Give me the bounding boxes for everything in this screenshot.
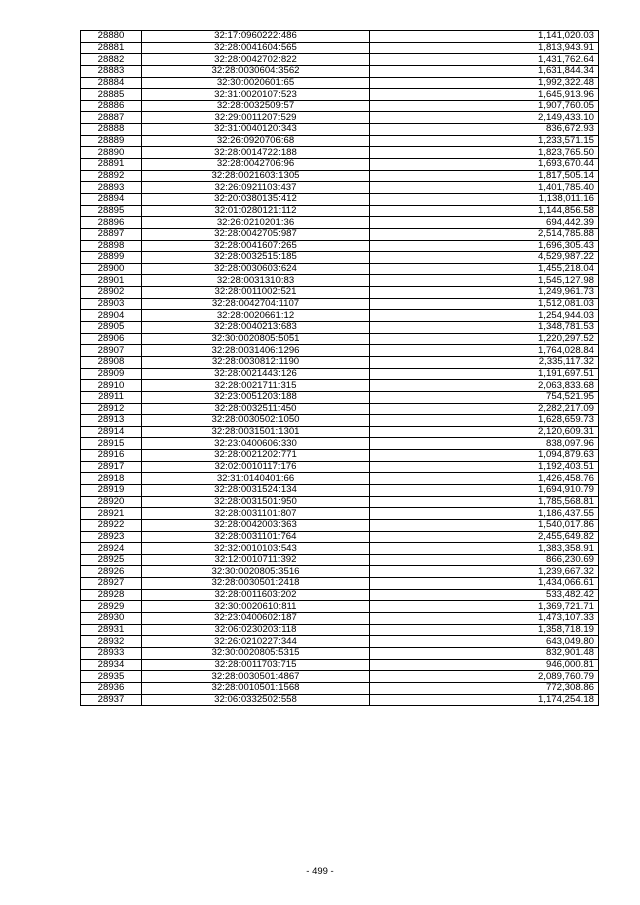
cadastral-number-cell: 32:26:0210201:36 [142,217,370,229]
table-row [81,275,599,287]
table-row [81,554,599,566]
table-row [81,694,599,706]
cadastral-number-cell: 32:28:0021711:315 [142,380,370,392]
row-number-cell: 28906 [81,333,142,345]
value-cell: 1,192,403.51 [370,461,599,473]
cadastral-number-cell: 32:20:0380135:412 [142,193,370,205]
value-cell: 946,000.81 [370,659,599,671]
row-number-cell: 28883 [81,65,142,77]
cadastral-number-cell: 32:28:0042704:1107 [142,298,370,310]
table-row [81,159,599,171]
row-number-cell: 28904 [81,310,142,322]
cadastral-number-cell: 32:28:0031101:807 [142,508,370,520]
value-cell: 1,992,322.48 [370,77,599,89]
value-cell: 1,094,879.63 [370,450,599,462]
cadastral-number-cell: 32:28:0021443:126 [142,368,370,380]
row-number-cell: 28917 [81,461,142,473]
row-number-cell: 28894 [81,193,142,205]
row-number-cell: 28909 [81,368,142,380]
table-row [81,415,599,427]
cadastral-value-table [80,30,599,706]
table-row [81,287,599,299]
row-number-cell: 28930 [81,613,142,625]
value-cell: 1,141,020.03 [370,31,599,43]
row-number-cell: 28919 [81,484,142,496]
table-row [81,636,599,648]
value-cell: 754,521.95 [370,391,599,403]
table-row [81,380,599,392]
cadastral-number-cell: 32:23:0400602:187 [142,613,370,625]
row-number-cell: 28880 [81,31,142,43]
table-row [81,322,599,334]
table-row [81,124,599,136]
row-number-cell: 28920 [81,496,142,508]
value-cell: 1,817,505.14 [370,170,599,182]
cadastral-number-cell: 32:02:0010117:176 [142,461,370,473]
cadastral-number-cell: 32:26:0210227:344 [142,636,370,648]
cadastral-number-cell: 32:26:0921103:437 [142,182,370,194]
cadastral-number-cell: 32:31:0040120:343 [142,124,370,136]
row-number-cell: 28886 [81,100,142,112]
value-cell: 1,693,670.44 [370,159,599,171]
row-number-cell: 28912 [81,403,142,415]
table-row [81,671,599,683]
value-cell: 533,482.42 [370,589,599,601]
value-cell: 2,455,649.82 [370,531,599,543]
row-number-cell: 28895 [81,205,142,217]
cadastral-number-cell: 32:17:0960222:486 [142,31,370,43]
value-cell: 866,230.69 [370,554,599,566]
table-row [81,601,599,613]
table-row [81,531,599,543]
value-cell: 838,097.96 [370,438,599,450]
row-number-cell: 28936 [81,682,142,694]
row-number-cell: 28893 [81,182,142,194]
table-row [81,647,599,659]
value-cell: 1,186,437.55 [370,508,599,520]
row-number-cell: 28902 [81,287,142,299]
value-cell: 2,335,117.32 [370,356,599,368]
row-number-cell: 28925 [81,554,142,566]
table-row [81,240,599,252]
table-row [81,193,599,205]
value-cell: 1,628,659.73 [370,415,599,427]
table-row [81,333,599,345]
cadastral-number-cell: 32:26:0920706:68 [142,135,370,147]
cadastral-number-cell: 32:23:0400606:330 [142,438,370,450]
value-cell: 1,631,844.34 [370,65,599,77]
row-number-cell: 28910 [81,380,142,392]
cadastral-number-cell: 32:28:0030603:624 [142,263,370,275]
cadastral-number-cell: 32:06:0332502:558 [142,694,370,706]
row-number-cell: 28924 [81,543,142,555]
cadastral-number-cell: 32:28:0030604:3562 [142,65,370,77]
row-number-cell: 28927 [81,578,142,590]
value-cell: 1,907,760.05 [370,100,599,112]
row-number-cell: 28889 [81,135,142,147]
value-cell: 1,233,571.15 [370,135,599,147]
value-cell: 2,120,609.31 [370,426,599,438]
value-cell: 1,369,721.71 [370,601,599,613]
table-row [81,682,599,694]
cadastral-number-cell: 32:28:0011002:521 [142,287,370,299]
table-row [81,135,599,147]
cadastral-number-cell: 32:28:0030501:2418 [142,578,370,590]
row-number-cell: 28933 [81,647,142,659]
row-number-cell: 28890 [81,147,142,159]
table-row [81,345,599,357]
value-cell: 1,138,011.16 [370,193,599,205]
table-row [81,450,599,462]
table-body [81,31,599,706]
table-row [81,578,599,590]
value-cell: 1,813,943.91 [370,42,599,54]
table-row [81,65,599,77]
table-row [81,368,599,380]
cadastral-number-cell: 32:28:0032515:185 [142,252,370,264]
row-number-cell: 28934 [81,659,142,671]
value-cell: 1,358,718.19 [370,624,599,636]
cadastral-number-cell: 32:28:0030812:1190 [142,356,370,368]
value-cell: 2,063,833.68 [370,380,599,392]
row-number-cell: 28891 [81,159,142,171]
table-row [81,112,599,124]
row-number-cell: 28908 [81,356,142,368]
cadastral-number-cell: 32:28:0031310:83 [142,275,370,287]
value-cell: 1,645,913.96 [370,89,599,101]
cadastral-number-cell: 32:30:0020805:5315 [142,647,370,659]
row-number-cell: 28916 [81,450,142,462]
value-cell: 1,174,254.18 [370,694,599,706]
row-number-cell: 28898 [81,240,142,252]
row-number-cell: 28931 [81,624,142,636]
table-row [81,54,599,66]
cadastral-number-cell: 32:28:0042003:363 [142,519,370,531]
value-cell: 1,696,305.43 [370,240,599,252]
table-row [81,426,599,438]
cadastral-number-cell: 32:30:0020805:3516 [142,566,370,578]
value-cell: 1,220,297.52 [370,333,599,345]
cadastral-number-cell: 32:01:0280121:112 [142,205,370,217]
value-cell: 1,348,781.53 [370,322,599,334]
table-row [81,473,599,485]
row-number-cell: 28900 [81,263,142,275]
cadastral-number-cell: 32:28:0040213:683 [142,322,370,334]
table-row [81,170,599,182]
cadastral-number-cell: 32:30:0020610:811 [142,601,370,613]
row-number-cell: 28926 [81,566,142,578]
cadastral-number-cell: 32:28:0032509:57 [142,100,370,112]
row-number-cell: 28905 [81,322,142,334]
cadastral-number-cell: 32:28:0041604:565 [142,42,370,54]
cadastral-number-cell: 32:31:0140401:66 [142,473,370,485]
value-cell: 1,764,028.84 [370,345,599,357]
cadastral-number-cell: 32:28:0021603:1305 [142,170,370,182]
value-cell: 1,383,358.91 [370,543,599,555]
table-row [81,356,599,368]
cadastral-number-cell: 32:28:0014722:188 [142,147,370,159]
cadastral-number-cell: 32:28:0011603:202 [142,589,370,601]
value-cell: 1,191,697.51 [370,368,599,380]
table-row [81,205,599,217]
cadastral-number-cell: 32:30:0020601:65 [142,77,370,89]
table-row [81,182,599,194]
table-row [81,89,599,101]
cadastral-number-cell: 32:28:0020661:12 [142,310,370,322]
cadastral-number-cell: 32:32:0010103:543 [142,543,370,555]
row-number-cell: 28911 [81,391,142,403]
table-row [81,659,599,671]
row-number-cell: 28937 [81,694,142,706]
row-number-cell: 28897 [81,228,142,240]
table-row [81,100,599,112]
table-row [81,228,599,240]
row-number-cell: 28884 [81,77,142,89]
value-cell: 1,254,944.03 [370,310,599,322]
cadastral-number-cell: 32:06:0230203:118 [142,624,370,636]
cadastral-number-cell: 32:28:0030501:4867 [142,671,370,683]
row-number-cell: 28915 [81,438,142,450]
cadastral-number-cell: 32:30:0020805:5051 [142,333,370,345]
cadastral-number-cell: 32:28:0010501:1568 [142,682,370,694]
table-row [81,77,599,89]
value-cell: 1,823,765.50 [370,147,599,159]
value-cell: 1,401,785.40 [370,182,599,194]
page-number: - 499 - [306,866,334,877]
cadastral-number-cell: 32:29:0011207:529 [142,112,370,124]
row-number-cell: 28903 [81,298,142,310]
row-number-cell: 28922 [81,519,142,531]
value-cell: 1,434,066.61 [370,578,599,590]
table-row [81,438,599,450]
value-cell: 4,529,987.22 [370,252,599,264]
value-cell: 1,144,856.58 [370,205,599,217]
row-number-cell: 28907 [81,345,142,357]
table-row [81,252,599,264]
cadastral-number-cell: 32:28:0042706:96 [142,159,370,171]
value-cell: 1,249,961.73 [370,287,599,299]
value-cell: 1,694,910.79 [370,484,599,496]
row-number-cell: 28901 [81,275,142,287]
cadastral-number-cell: 32:28:0031501:950 [142,496,370,508]
row-number-cell: 28935 [81,671,142,683]
row-number-cell: 28887 [81,112,142,124]
value-cell: 694,442.39 [370,217,599,229]
table-row [81,496,599,508]
cadastral-number-cell: 32:28:0030502:1050 [142,415,370,427]
row-number-cell: 28914 [81,426,142,438]
table-row [81,263,599,275]
value-cell: 1,545,127.98 [370,275,599,287]
value-cell: 1,540,017.86 [370,519,599,531]
table-row [81,543,599,555]
table-row [81,613,599,625]
cadastral-number-cell: 32:28:0031501:1301 [142,426,370,438]
value-cell: 1,473,107.33 [370,613,599,625]
cadastral-number-cell: 32:12:0010711:392 [142,554,370,566]
cadastral-number-cell: 32:28:0031406:1296 [142,345,370,357]
table-row [81,484,599,496]
cadastral-number-cell: 32:31:0020107:523 [142,89,370,101]
value-cell: 1,785,568.81 [370,496,599,508]
table-row [81,461,599,473]
cadastral-number-cell: 32:28:0011703:715 [142,659,370,671]
table-row [81,217,599,229]
value-cell: 832,901.48 [370,647,599,659]
value-cell: 1,239,667.32 [370,566,599,578]
value-cell: 1,426,458.76 [370,473,599,485]
row-number-cell: 28932 [81,636,142,648]
cadastral-number-cell: 32:28:0021202:771 [142,450,370,462]
row-number-cell: 28928 [81,589,142,601]
row-number-cell: 28921 [81,508,142,520]
table-row [81,298,599,310]
cadastral-number-cell: 32:28:0031524:134 [142,484,370,496]
value-cell: 1,455,218.04 [370,263,599,275]
table-row [81,589,599,601]
row-number-cell: 28923 [81,531,142,543]
table-row [81,31,599,43]
value-cell: 2,514,785.88 [370,228,599,240]
value-cell: 1,431,762.64 [370,54,599,66]
cadastral-number-cell: 32:28:0041607:265 [142,240,370,252]
table-row [81,508,599,520]
row-number-cell: 28913 [81,415,142,427]
row-number-cell: 28896 [81,217,142,229]
value-cell: 643,049.80 [370,636,599,648]
value-cell: 2,089,760.79 [370,671,599,683]
table-row [81,566,599,578]
cadastral-number-cell: 32:23:0051203:188 [142,391,370,403]
table-row [81,519,599,531]
cadastral-number-cell: 32:28:0042705:987 [142,228,370,240]
value-cell: 1,512,081.03 [370,298,599,310]
row-number-cell: 28899 [81,252,142,264]
cadastral-number-cell: 32:28:0032511:450 [142,403,370,415]
table-row [81,42,599,54]
row-number-cell: 28929 [81,601,142,613]
row-number-cell: 28888 [81,124,142,136]
row-number-cell: 28892 [81,170,142,182]
value-cell: 2,149,433.10 [370,112,599,124]
table-row [81,310,599,322]
row-number-cell: 28918 [81,473,142,485]
table-row [81,147,599,159]
table-row [81,624,599,636]
cadastral-number-cell: 32:28:0042702:822 [142,54,370,66]
table-row [81,403,599,415]
row-number-cell: 28885 [81,89,142,101]
cadastral-number-cell: 32:28:0031101:764 [142,531,370,543]
row-number-cell: 28882 [81,54,142,66]
table-row [81,391,599,403]
value-cell: 836,672.93 [370,124,599,136]
row-number-cell: 28881 [81,42,142,54]
value-cell: 2,282,217.09 [370,403,599,415]
value-cell: 772,308.86 [370,682,599,694]
